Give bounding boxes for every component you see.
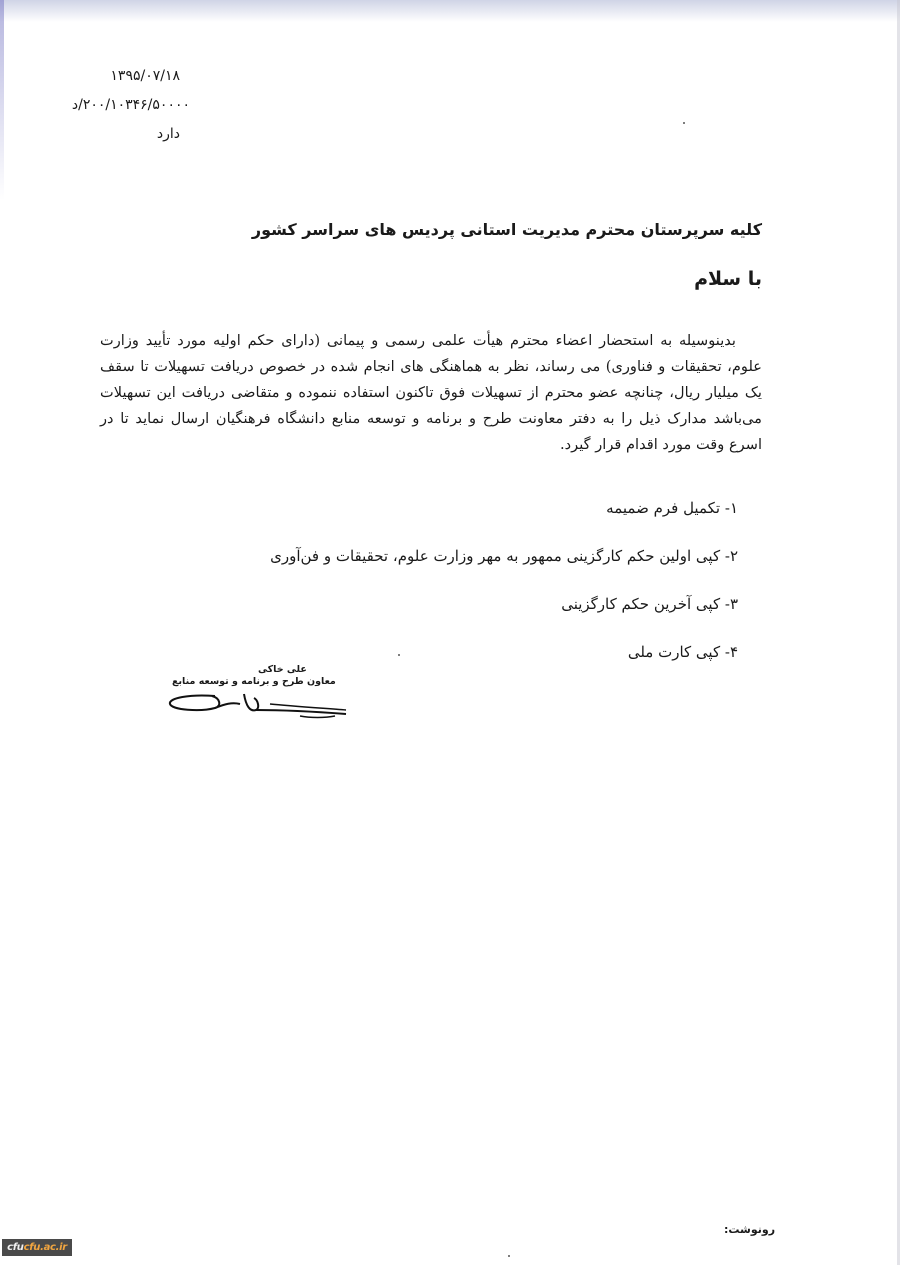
letter-reference-number: ۲۰۰/۱۰۳۴۶/۵۰۰۰۰/د [71,97,190,113]
scan-speck [398,654,400,656]
letter-attachment: دارد [156,126,180,142]
requirement-item: ۲- کپی اولین حکم کارگزینی ممهور به مهر وزارت علوم، تحقیقات و فن‌آوری [270,547,738,565]
scan-speck [683,122,685,124]
letter-greeting: با سلام [694,268,762,290]
handwritten-signature-icon [160,682,350,722]
cc-label: رونوشت: [724,1223,776,1236]
signatory-name: علی خاکی [258,664,307,675]
letter-body-paragraph: بدینوسیله به استحضار اعضاء محترم هیأت علمی رسمی و پیمانی (دارای حکم اولیه مورد تأیید وزارت علوم، تحقیقات و فناوری) می رساند، نظر به هماهنگی های انجام شده در خصوص دریافت تسهیلات تا سقف یک میلیار ریال، چنانچه عضو محترم از تسهیلات فوق تاکنون استفاده ننموده و متقاضی دریافت این تسهیلات می‌باشد مدارک ذیل را به دفتر معاونت طرح و برنامه و توسعه منابع دانشگاه فرهنگیان ارسال نماید تا در اسرع وقت مورد اقدام قرار گیرد. [100,332,762,453]
requirement-item: ۱- تکمیل فرم ضمیمه [606,499,738,517]
watermark-domain: cfu.ac.ir [23,1242,67,1253]
signatory-title: معاون طرح و برنامه و توسعه منابع [172,676,336,687]
requirement-item: ۳- کپی آخرین حکم کارگزینی [561,595,738,613]
watermark-prefix: cfu [7,1242,24,1253]
site-watermark [2,1239,72,1256]
requirements-list [270,496,738,688]
letter-body [100,328,762,458]
scan-speck [508,1255,510,1257]
scan-edge-top [0,0,900,22]
requirement-item: ۴- کپی کارت ملی [627,643,738,661]
letter-date: ۱۳۹۵/۰۷/۱۸ [110,68,180,84]
scan-edge-left [0,0,4,200]
signature-block [160,664,350,726]
letter-meta [40,62,190,149]
letter-addressee: کلیه سرپرستان محترم مدیریت استانی پردیس های سراسر کشور [251,220,762,239]
